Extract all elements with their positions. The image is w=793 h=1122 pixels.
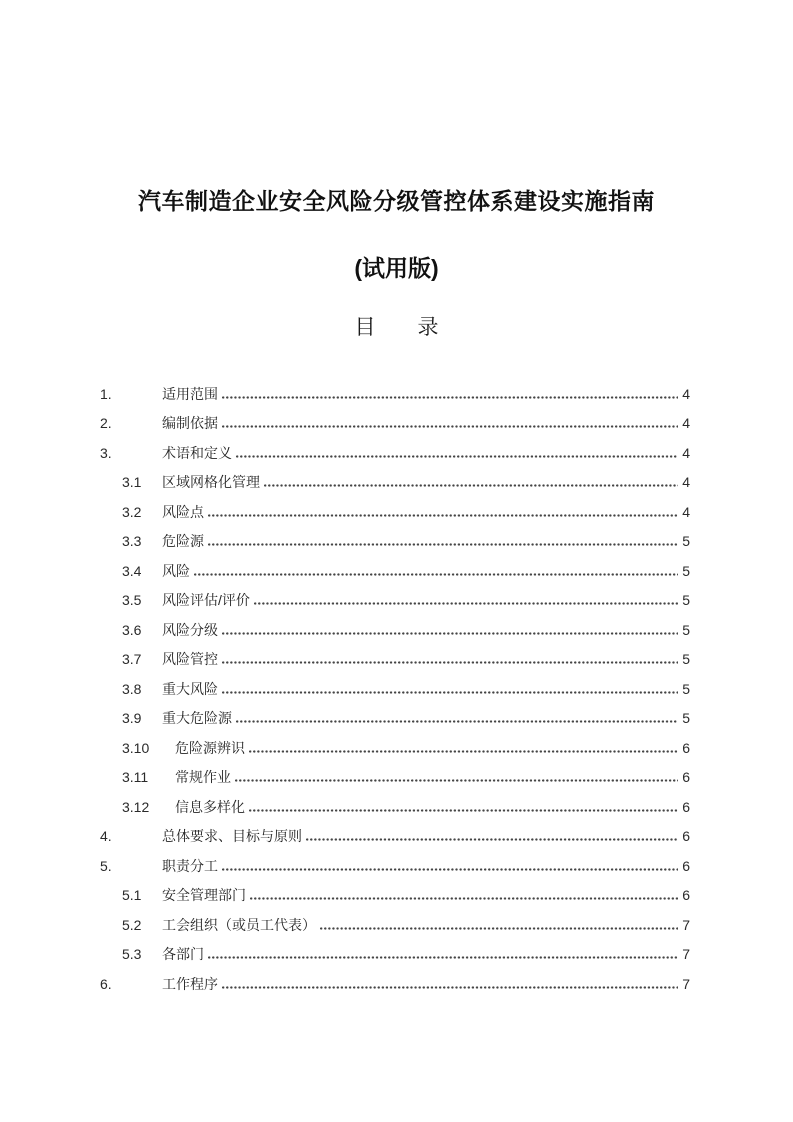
dot-leader — [306, 838, 678, 841]
toc-heading: 目 录 — [354, 315, 439, 339]
toc-entry-label: 危险源辨识 — [175, 739, 245, 756]
dot-leader — [208, 543, 678, 546]
toc-entry-page-number: 4 — [682, 444, 690, 461]
toc-entry[interactable] — [0, 963, 793, 993]
dot-leader — [194, 573, 678, 576]
toc-entry[interactable] — [0, 934, 793, 964]
dot-leader — [249, 750, 678, 753]
toc-entry-page-number: 7 — [682, 916, 690, 933]
toc-entry-label: 职责分工 — [162, 857, 218, 874]
dot-leader — [236, 720, 678, 723]
toc-entry-label: 风险 — [162, 562, 190, 579]
toc-entry-number: 5.2 — [122, 916, 142, 933]
toc-entry-label: 编制依据 — [162, 415, 218, 431]
dot-leader — [222, 868, 678, 871]
toc-entry-number: 3.6 — [122, 621, 142, 638]
toc-entry-page-number: 6 — [682, 739, 690, 756]
toc-entry-number: 3.1 — [122, 474, 142, 490]
toc-entry-label: 安全管理部门 — [162, 887, 246, 903]
toc-entry-page-number: 6 — [682, 769, 690, 785]
toc-entry[interactable] — [0, 609, 793, 639]
toc-entry-page-number: 5 — [682, 651, 690, 667]
toc-entry-page-number: 4 — [682, 415, 690, 431]
toc-entry-number: 4. — [100, 828, 112, 844]
dot-leader — [208, 514, 678, 517]
toc-entry-number: 3.10 — [122, 739, 150, 756]
toc-entry[interactable] — [0, 580, 793, 610]
dot-leader — [222, 396, 678, 399]
toc-entry-number: 3. — [100, 444, 112, 461]
dot-leader — [235, 779, 678, 782]
toc-entry[interactable] — [0, 816, 793, 846]
toc-entry-number: 3.5 — [122, 592, 142, 608]
toc-entry-label: 工作程序 — [162, 975, 218, 992]
toc-entry-page-number: 6 — [682, 887, 690, 903]
dot-leader — [254, 602, 678, 605]
toc-entry[interactable] — [0, 875, 793, 905]
toc-entry[interactable] — [0, 403, 793, 433]
toc-entry-number: 5. — [100, 857, 112, 874]
document-subtitle: (试用版) — [354, 255, 439, 281]
toc-entry-number: 2. — [100, 415, 112, 431]
toc-entry-number: 3.7 — [122, 651, 142, 667]
toc-entry-page-number: 5 — [682, 533, 690, 549]
dot-leader — [320, 927, 678, 930]
toc-entry[interactable] — [0, 757, 793, 787]
dot-leader — [249, 809, 678, 812]
toc-entry-number: 3.2 — [122, 503, 142, 520]
dot-leader — [222, 425, 678, 428]
toc-entry-label: 工会组织（或员工代表） — [162, 916, 316, 933]
toc-entry-page-number: 5 — [682, 592, 690, 608]
toc-entry-number: 3.4 — [122, 562, 142, 579]
toc-entry-label: 术语和定义 — [162, 444, 232, 461]
toc-entry-label: 风险评估/评价 — [162, 592, 250, 608]
toc-entry[interactable] — [0, 698, 793, 728]
document-title: 汽车制造企业安全风险分级管控体系建设实施指南 — [138, 188, 655, 214]
toc-entry[interactable] — [0, 668, 793, 698]
toc-entry-label: 信息多样化 — [175, 798, 245, 815]
dot-leader — [236, 455, 678, 458]
toc-entry-label: 区域网格化管理 — [162, 474, 260, 490]
toc-entry[interactable] — [0, 432, 793, 462]
toc-entry-label: 风险管控 — [162, 651, 218, 667]
toc-entry[interactable] — [0, 786, 793, 816]
dot-leader — [222, 661, 678, 664]
toc-entry-page-number: 7 — [682, 975, 690, 992]
toc-entry-number: 1. — [100, 385, 112, 402]
dot-leader — [264, 484, 678, 487]
toc-entry-number: 3.9 — [122, 710, 142, 726]
toc-entry-page-number: 4 — [682, 385, 690, 402]
toc-entry[interactable] — [0, 845, 793, 875]
toc-entry-number: 3.8 — [122, 680, 142, 697]
toc-entry-label: 风险点 — [162, 503, 204, 520]
toc-entry[interactable] — [0, 550, 793, 580]
toc-entry-number: 3.12 — [122, 798, 150, 815]
toc-entry-page-number: 4 — [682, 503, 690, 520]
toc-entry-page-number: 5 — [682, 710, 690, 726]
toc-entry-label: 总体要求、目标与原则 — [162, 828, 302, 844]
toc-entry-label: 常规作业 — [175, 769, 231, 785]
toc-entry[interactable] — [0, 373, 793, 403]
toc-entry-number: 5.1 — [122, 887, 142, 903]
toc-entry[interactable] — [0, 521, 793, 551]
toc-entry-page-number: 4 — [682, 474, 690, 490]
toc-list — [0, 373, 793, 993]
toc-entry-page-number: 5 — [682, 621, 690, 638]
toc-entry[interactable] — [0, 462, 793, 492]
dot-leader — [208, 956, 678, 959]
toc-entry-number: 5.3 — [122, 946, 142, 962]
toc-entry[interactable] — [0, 491, 793, 521]
toc-entry-page-number: 5 — [682, 562, 690, 579]
toc-entry-label: 适用范围 — [162, 385, 218, 402]
toc-entry-page-number: 5 — [682, 680, 690, 697]
dot-leader — [222, 986, 678, 989]
dot-leader — [222, 691, 678, 694]
toc-entry-label: 危险源 — [162, 533, 204, 549]
dot-leader — [222, 632, 678, 635]
toc-entry-page-number: 7 — [682, 946, 690, 962]
toc-entry-number: 6. — [100, 975, 112, 992]
toc-entry-label: 风险分级 — [162, 621, 218, 638]
toc-entry-label: 各部门 — [162, 946, 204, 962]
toc-entry-label: 重大风险 — [162, 680, 218, 697]
toc-entry[interactable] — [0, 727, 793, 757]
toc-entry-label: 重大危险源 — [162, 710, 232, 726]
toc-entry[interactable] — [0, 639, 793, 669]
toc-entry[interactable] — [0, 904, 793, 934]
toc-entry-number: 3.11 — [122, 769, 149, 785]
toc-entry-number: 3.3 — [122, 533, 142, 549]
dot-leader — [250, 897, 678, 900]
toc-entry-page-number: 6 — [682, 857, 690, 874]
toc-entry-page-number: 6 — [682, 828, 690, 844]
toc-entry-page-number: 6 — [682, 798, 690, 815]
